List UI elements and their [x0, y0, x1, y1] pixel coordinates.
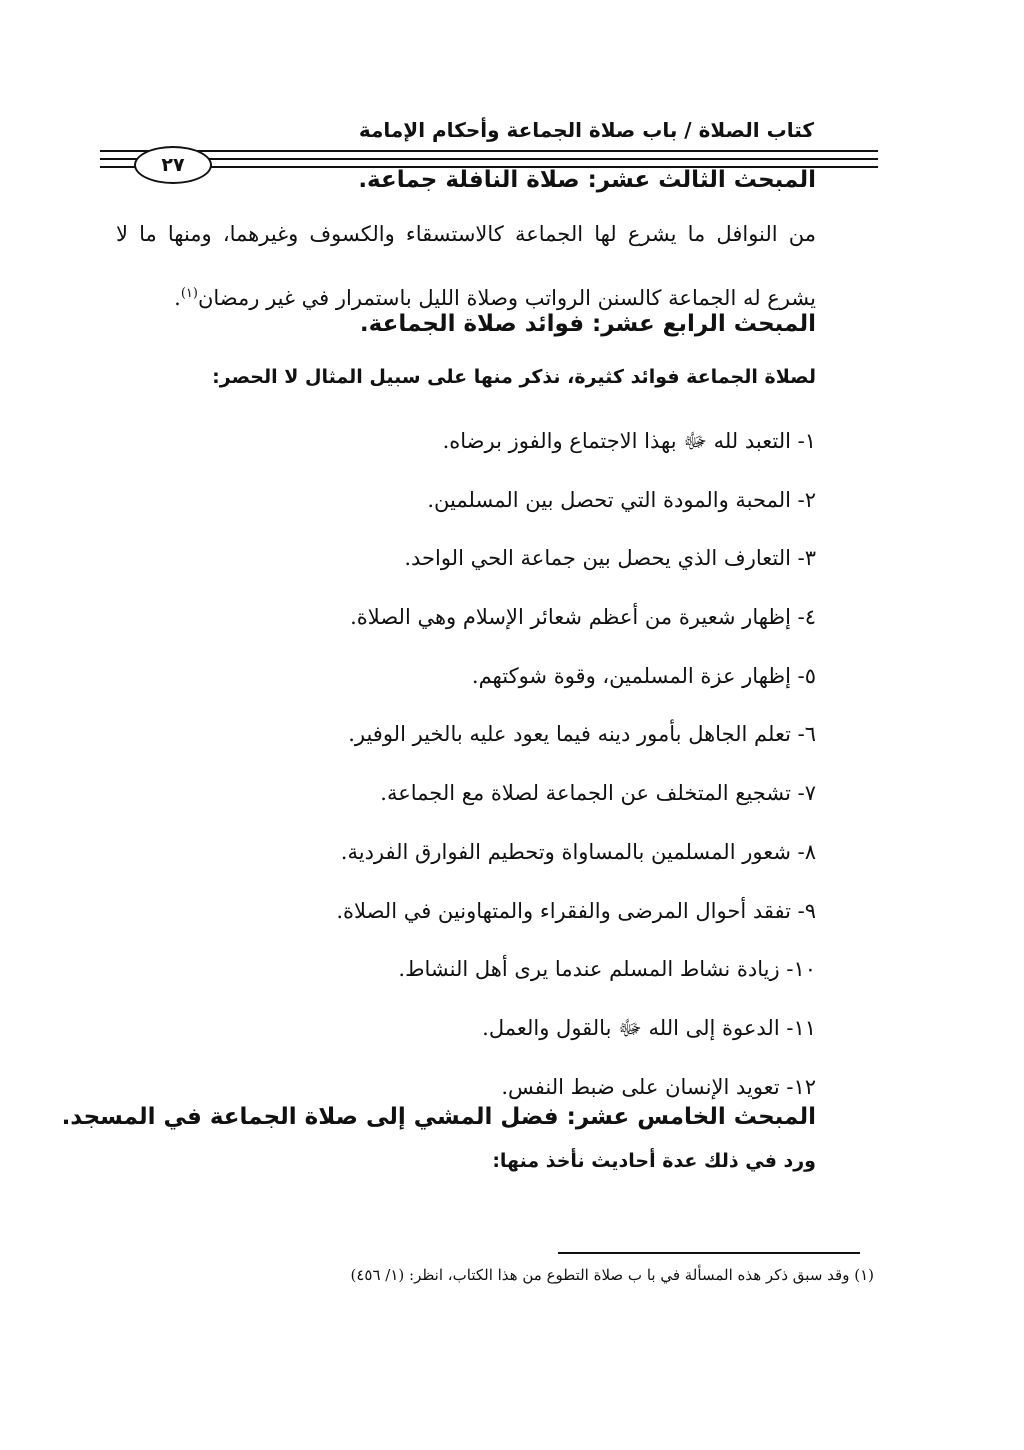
section-15-intro: ورد في ذلك عدة أحاديث نأخذ منها: [492, 1150, 816, 1172]
list-item: ٤- إظهار شعيرة من أعظم شعائر الإسلام وهي الصلاة. [350, 605, 816, 630]
paragraph-end: . [174, 286, 181, 310]
running-header: كتاب الصلاة / باب صلاة الجماعة وأحكام الإمامة [358, 118, 814, 142]
list-item: ٩- تفقد أحوال المرضى والفقراء والمتهاونين في الصلاة. [336, 898, 816, 923]
section-13-title: المبحث الثالث عشر: صلاة النافلة جماعة. [358, 167, 816, 193]
header-rule [100, 150, 878, 152]
footnote-reference[interactable]: (١) [180, 286, 198, 301]
section-14-intro: لصلاة الجماعة فوائد كثيرة، نذكر منها على سبيل المثال لا الحصر: [212, 366, 816, 388]
list-item: ٣- التعارف الذي يحصل بين جماعة الحي الواحد. [404, 546, 816, 571]
section-13-paragraph [116, 204, 816, 328]
list-item: ٧- تشجيع المتخلف عن الجماعة لصلاة مع الجماعة. [380, 781, 816, 806]
section-15-title: المبحث الخامس عشر: فضل المشي إلى صلاة الجماعة في المسجد. [61, 1104, 816, 1130]
list-item: ٢- المحبة والمودة التي تحصل بين المسلمين. [427, 487, 816, 512]
list-item: ١١- الدعوة إلى الله ﷻ بالقول والعمل. [482, 1015, 816, 1040]
footnote: (١) وقد سبق ذكر هذه المسألة في با ب صلاة التطوع من هذا الكتاب، انظر: (١/ ٤٥٦) [350, 1266, 874, 1284]
list-item: ١٢- تعويد الإنسان على ضبط النفس. [501, 1074, 816, 1099]
list-item: ١- التعبد لله ﷻ بهذا الاجتماع والفوز برضاه. [442, 429, 816, 453]
list-item: ١٠- زيادة نشاط المسلم عندما يرى أهل النشاط. [398, 957, 816, 982]
header-rule [100, 158, 878, 160]
paragraph-text: من النوافل ما يشرع لها الجماعة كالاستسقاء والكسوف وغيرهما، ومنها ما لا يشرع له الجماعة كالسنن الرواتب وصلاة الليل باستمرار في غير رمضان [116, 222, 816, 310]
benefits-list [116, 412, 816, 1116]
list-item: ٥- إظهار عزة المسلمين، وقوة شوكتهم. [471, 663, 816, 688]
section-14-title: المبحث الرابع عشر: فوائد صلاة الجماعة. [359, 311, 816, 337]
footnote-separator [558, 1252, 860, 1254]
list-item: ٨- شعور المسلمين بالمساواة وتحطيم الفوارق الفردية. [340, 839, 816, 864]
page-number: ٢٧ [134, 146, 212, 184]
list-item: ٦- تعلم الجاهل بأمور دينه فيما يعود عليه بالخير الوفير. [348, 722, 816, 747]
